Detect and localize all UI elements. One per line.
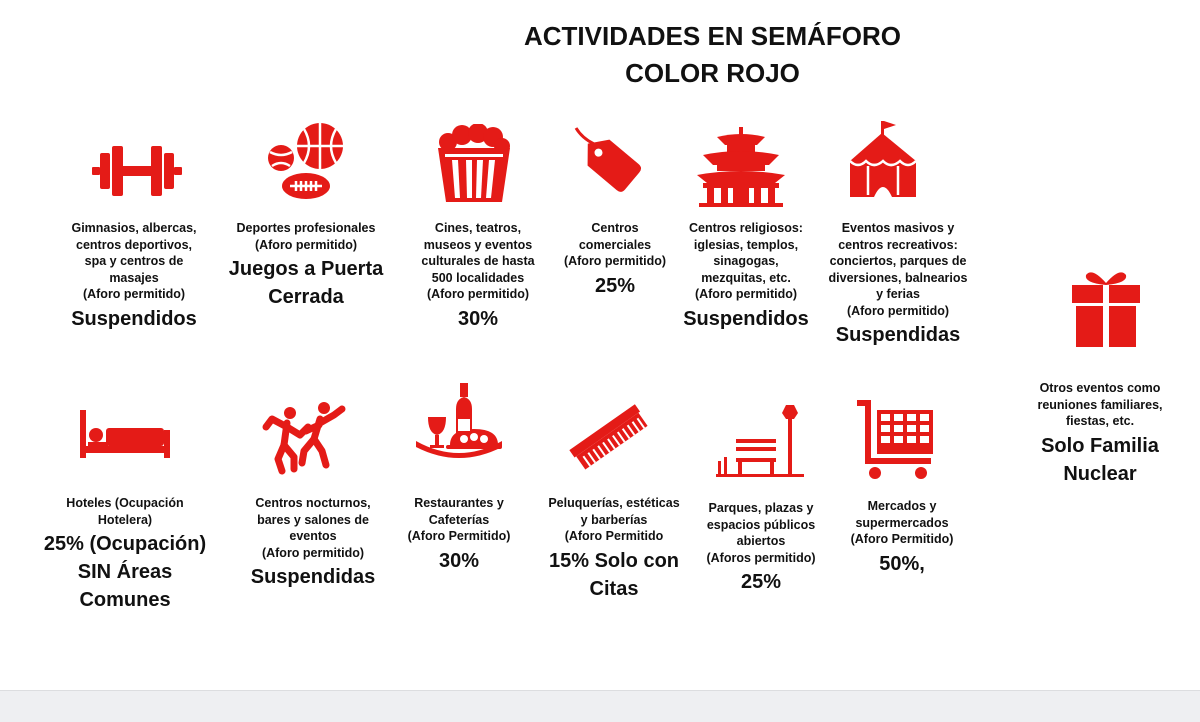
caption-line: iglesias, templos, [693, 237, 799, 252]
status-text: Suspendidas [835, 324, 961, 346]
status-text: Citas [589, 577, 639, 600]
caption-restaurantes [379, 495, 539, 575]
shopping-cart-icon [857, 400, 937, 480]
price-tag-icon [572, 126, 652, 198]
caption-line: (Aforo permitido) [261, 545, 365, 560]
status-text: 15% Solo con [548, 549, 680, 572]
caption-line: (Aforos permitido) [706, 550, 816, 565]
caption-peluquerias [524, 495, 704, 603]
page-title [460, 18, 965, 92]
caption-eventos-masivos [818, 220, 978, 349]
caption-line: abiertos [736, 534, 786, 548]
caption-parques [681, 500, 841, 596]
gift-icon [1070, 265, 1142, 347]
caption-line: Centros nocturnos, [255, 496, 371, 510]
caption-line: 500 localidades [431, 270, 525, 285]
status-text: 25% [594, 274, 636, 297]
status-text: Cerrada [268, 286, 344, 308]
caption-line: Deportes profesionales [236, 221, 376, 235]
caption-line: (Aforo permitido) [426, 287, 530, 301]
caption-line: masajes [109, 270, 159, 285]
caption-line: Hoteles (Ocupación [66, 496, 184, 510]
caption-line: Parques, plazas y [708, 501, 814, 515]
status-text: 30% [438, 549, 480, 572]
caption-line: (Aforo permitido) [254, 237, 358, 252]
caption-line: Gimnasios, albercas, [71, 221, 197, 235]
caption-line: Hotelera) [97, 512, 153, 527]
dancing-people-icon [258, 401, 350, 475]
bed-icon [80, 410, 170, 458]
comb-icon [567, 403, 651, 471]
dumbbell-icon [92, 143, 182, 199]
title-line-2: COLOR ROJO [625, 58, 800, 88]
caption-line: reuniones familiares, [1037, 397, 1163, 412]
status-text: Juegos a Puerta [228, 258, 384, 280]
sports-balls-icon [264, 120, 349, 205]
status-text: Nuclear [1063, 462, 1137, 485]
status-text: 50%, [879, 552, 925, 575]
caption-line: fiestas, etc. [1065, 414, 1135, 428]
caption-centros-nocturnos [223, 495, 403, 591]
caption-line: Peluquerías, estéticas [548, 496, 680, 510]
status-text: SIN Áreas [77, 561, 173, 583]
status-text: 25% (Ocupación) [43, 533, 207, 555]
caption-line: Cines, teatros, [434, 221, 522, 235]
caption-otros-eventos [1020, 380, 1180, 488]
caption-line: sinagogas, [713, 254, 779, 268]
caption-line: (Aforo permitido) [846, 303, 950, 318]
caption-line: (Aforo Permitido) [407, 529, 511, 543]
popcorn-icon [436, 124, 512, 204]
caption-hoteles [30, 495, 220, 614]
caption-line: y barberías [580, 512, 648, 527]
caption-line: (Aforo permitido) [694, 287, 798, 301]
caption-line: (Aforo Permitido [564, 529, 664, 543]
caption-line: eventos [289, 529, 337, 543]
caption-line: mezquitas, etc. [701, 270, 791, 285]
caption-line: y ferias [876, 287, 920, 301]
status-text: Comunes [79, 589, 171, 611]
caption-line: spa y centros de [84, 254, 184, 268]
bottom-bar [0, 690, 1200, 722]
caption-line: Mercados y [867, 499, 937, 513]
caption-line: Restaurantes y [414, 496, 504, 510]
caption-line: (Aforo Permitido) [850, 532, 954, 546]
caption-line: Eventos masivos y [841, 221, 955, 235]
temple-icon [697, 127, 785, 207]
caption-line: (Aforo permitido) [82, 287, 186, 301]
caption-line: conciertos, parques de [829, 254, 967, 268]
caption-line: centros deportivos, [76, 237, 192, 252]
status-text: Suspendidas [250, 566, 376, 588]
wine-and-dish-icon [414, 383, 504, 463]
caption-line: Otros eventos como [1039, 381, 1161, 395]
caption-line: espacios públicos [706, 517, 816, 532]
caption-gimnasios [44, 220, 224, 333]
caption-line: Centros [591, 221, 639, 235]
caption-mercados [822, 498, 982, 578]
park-bench-icon [716, 403, 804, 479]
status-text: Suspendidos [71, 307, 197, 330]
status-text: 30% [457, 307, 499, 330]
caption-line: Cafeterías [428, 512, 490, 527]
caption-line: Centros religiosos: [689, 221, 803, 235]
status-text: Suspendidos [683, 307, 809, 330]
title-line-1: ACTIVIDADES EN SEMÁFORO [523, 21, 902, 51]
caption-deportes [216, 220, 396, 311]
caption-line: diversiones, balnearios [828, 270, 968, 285]
caption-line: bares y salones de [257, 512, 369, 527]
caption-line: supermercados [855, 515, 949, 530]
caption-line: (Aforo permitido) [563, 254, 667, 268]
circus-tent-icon [848, 121, 918, 197]
caption-line: culturales de hasta [421, 254, 535, 268]
caption-line: centros recreativos: [838, 237, 958, 252]
status-text: 25% [740, 571, 782, 593]
status-text: Solo Familia [1041, 434, 1159, 457]
caption-line: museos y eventos [423, 237, 533, 252]
caption-centros-religiosos [666, 220, 826, 333]
caption-line: comerciales [578, 237, 652, 252]
